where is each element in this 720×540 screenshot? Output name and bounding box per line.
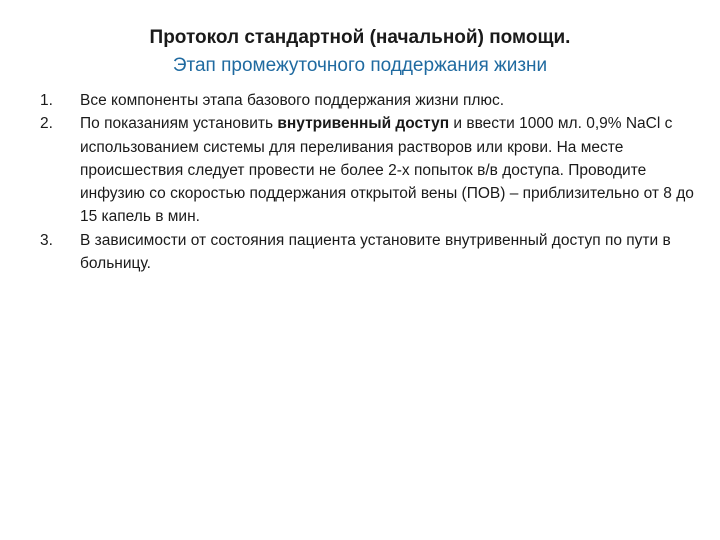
protocol-list	[40, 89, 700, 275]
list-item-text-start: По показаниям установить	[80, 115, 278, 133]
list-item-text: В зависимости от состояния пациента установите внутривенный доступ по пути в больницу.	[80, 231, 671, 273]
title-main: Протокол стандартной (начальной) помощи.	[149, 27, 571, 48]
list-item-text: Все компоненты этапа базового поддержания жизни плюс.	[80, 92, 505, 109]
slide-title	[40, 24, 680, 80]
list-item	[40, 89, 700, 112]
list-item-text-rest: и ввести 1000 мл. 0,9% NaCl с использованием системы для переливания растворов или крови. На месте происшествия следует провести не более 2-х попыток в/в доступа. Проводите инфузию со скоростью поддержания открытой вены (ПОВ) – приблизительно от 8 до 15 капель в мин.	[80, 115, 694, 226]
list-item-number: 3.	[40, 231, 53, 249]
list-item-number: 1.	[40, 92, 53, 109]
list-item-emphasis: внутривенный доступ	[277, 115, 450, 133]
list-item-number: 2.	[40, 115, 53, 133]
title-subtitle: Этап промежуточного поддержания жизни	[172, 55, 548, 76]
list-item	[40, 112, 700, 228]
list-item	[40, 229, 700, 276]
